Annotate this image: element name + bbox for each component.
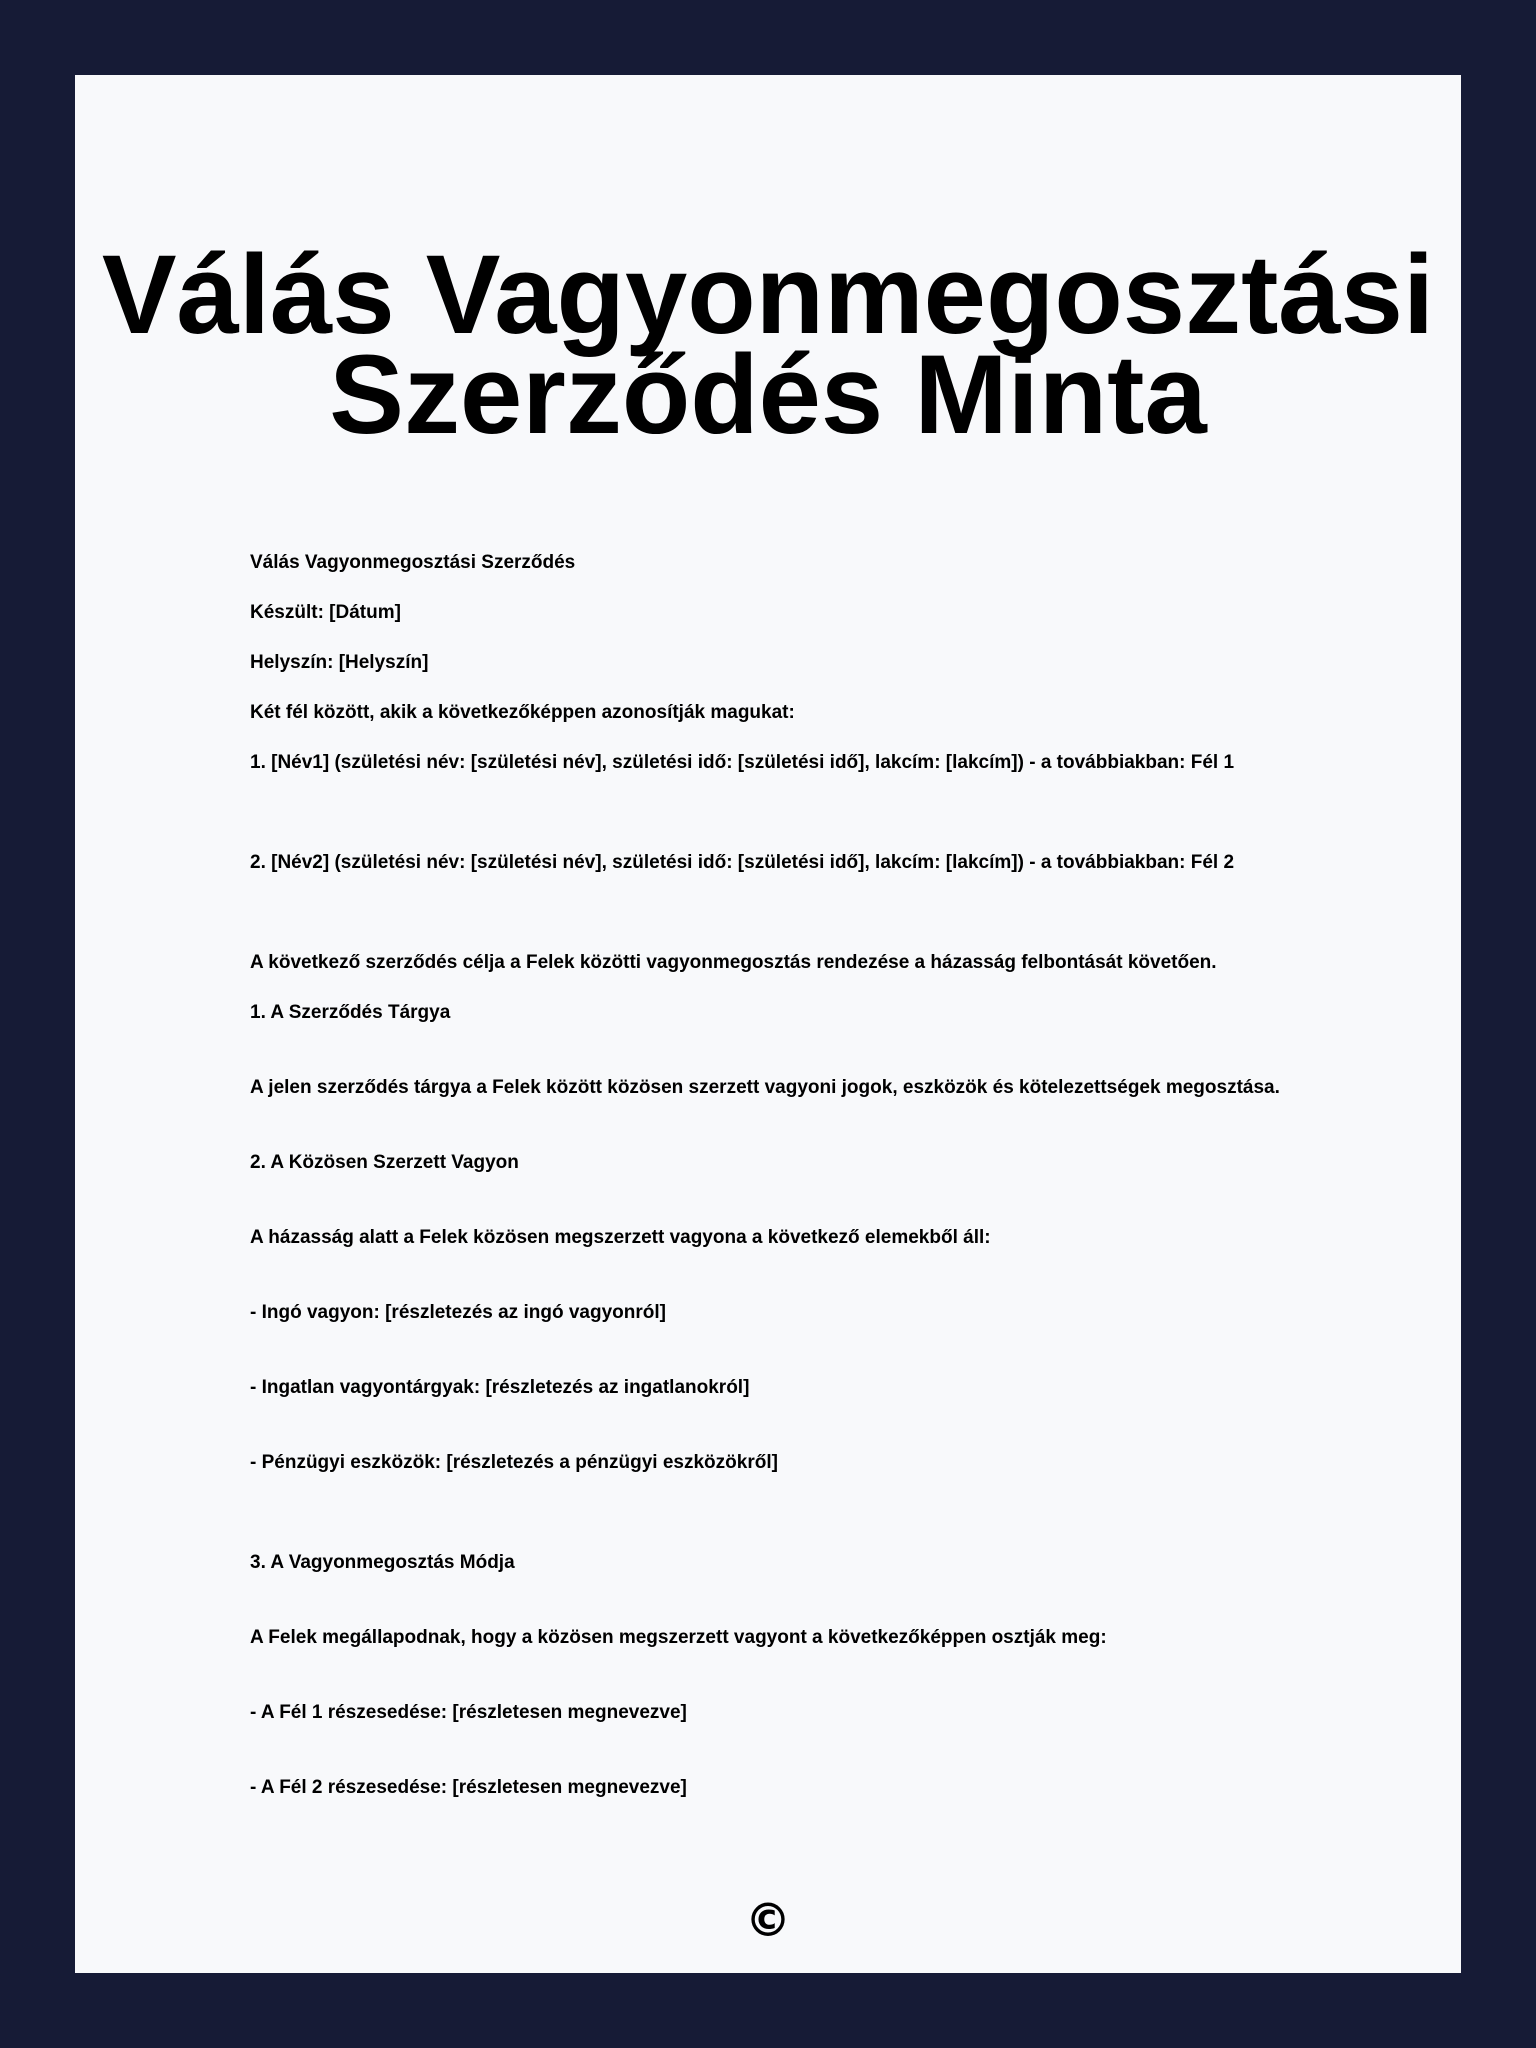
document-page	[75, 75, 1461, 1973]
section-3-heading: 3. A Vagyonmegosztás Módja	[250, 1552, 515, 1573]
copyright-icon: ©	[745, 1893, 791, 1947]
parties-intro: Két fél között, akik a következőképpen azonosítják magukat:	[250, 702, 795, 723]
location: Helyszín: [Helyszín]	[250, 652, 429, 673]
section-3-text: A Felek megállapodnak, hogy a közösen megszerzett vagyont a következőképpen osztják meg:	[250, 1627, 1107, 1648]
section-2-heading: 2. A Közösen Szerzett Vagyon	[250, 1152, 519, 1173]
list-item-share-1: - A Fél 1 részesedése: [részletesen megnevezve]	[250, 1702, 687, 1723]
list-item-movable: - Ingó vagyon: [részletezés az ingó vagyonról]	[250, 1302, 666, 1323]
list-item-real-estate: - Ingatlan vagyontárgyak: [részletezés az ingatlanokról]	[250, 1377, 750, 1398]
title-line-2: Szerződés Minta	[329, 332, 1207, 457]
contract-heading: Válás Vagyonmegosztási Szerződés	[250, 552, 576, 573]
title-line-1: Válás Vagyonmegosztási	[101, 232, 1435, 357]
section-2-text: A házasság alatt a Felek közösen megszerzett vagyona a következő elemekből áll:	[250, 1227, 991, 1248]
purpose: A következő szerződés célja a Felek közötti vagyonmegosztás rendezése a házasság felbontását követően.	[250, 952, 1217, 973]
section-1-heading: 1. A Szerződés Tárgya	[250, 1002, 451, 1023]
section-1-text: A jelen szerződés tárgya a Felek között közösen szerzett vagyoni jogok, eszközök és kötelezettségek megosztása.	[250, 1077, 1280, 1098]
party-1: 1. [Név1] (születési név: [születési név], születési idő: [születési idő], lakcím: [lakcím]) - a továbbiakban: Fél 1	[250, 752, 1235, 773]
party-2: 2. [Név2] (születési név: [születési név], születési idő: [születési idő], lakcím: [lakcím]) - a továbbiakban: Fél 2	[250, 852, 1235, 873]
document-title	[75, 232, 1461, 457]
list-item-share-2: - A Fél 2 részesedése: [részletesen megnevezve]	[250, 1777, 687, 1798]
prepared-date: Készült: [Dátum]	[250, 602, 401, 623]
list-item-financial: - Pénzügyi eszközök: [részletezés a pénzügyi eszközökről]	[250, 1452, 778, 1473]
